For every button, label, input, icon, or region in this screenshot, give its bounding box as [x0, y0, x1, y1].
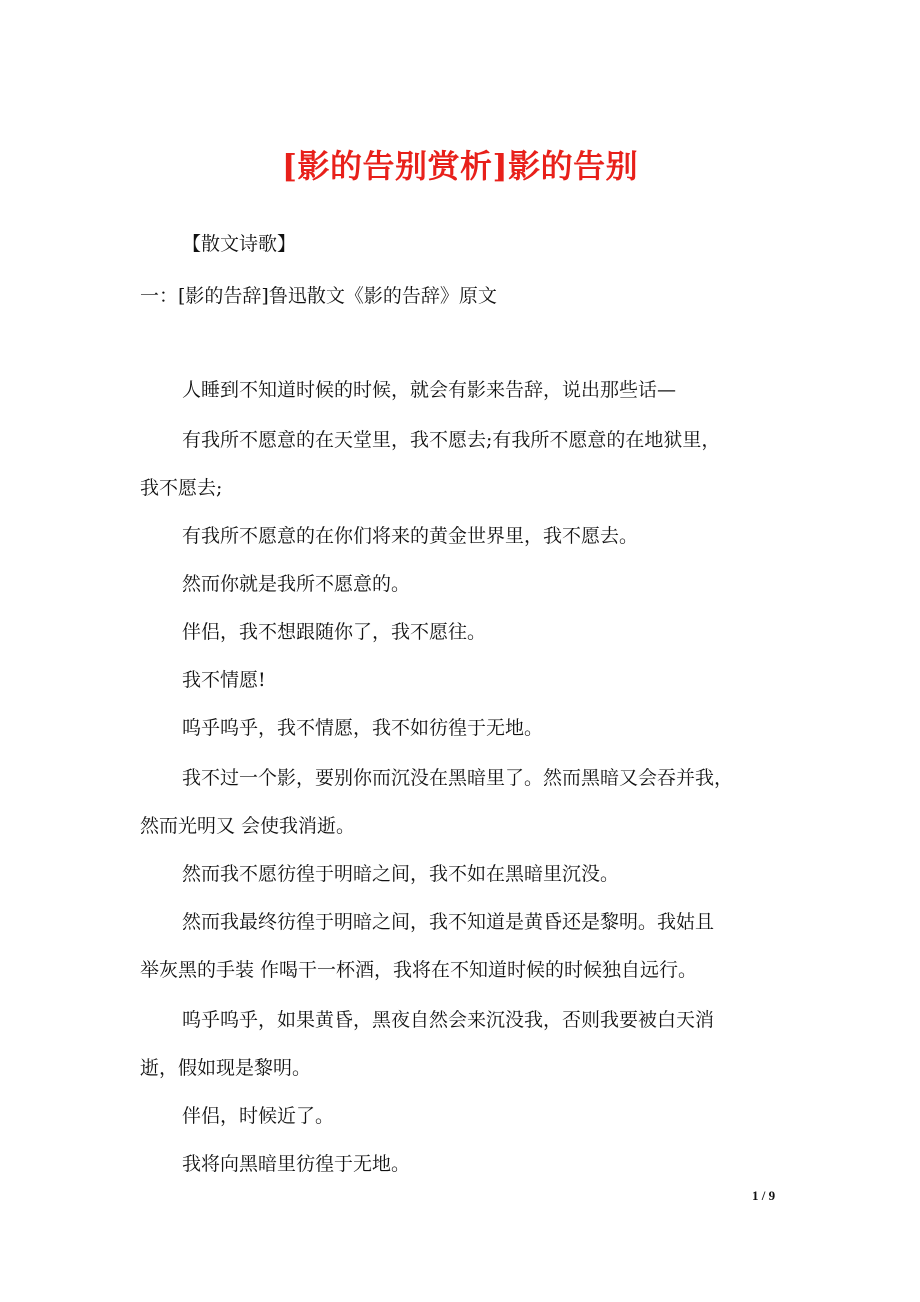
- document-title: [影的告别赏析]影的告别: [281, 147, 639, 185]
- paragraph-line: 伴侣，我不想跟随你了，我不愿往。: [182, 621, 487, 643]
- paragraph-line: 然而你就是我所不愿意的。: [182, 573, 411, 595]
- paragraph-line: 有我所不愿意的在你们将来的黄金世界里，我不愿去。: [182, 525, 639, 547]
- paragraph-line: 我不过一个影，要别你而沉没在黑暗里了。然而黑暗又会吞并我，: [182, 767, 734, 789]
- paragraph-line: 逝，假如现是黎明。: [140, 1057, 312, 1079]
- paragraph-line: 人睡到不知道时候的时候，就会有影来告辞，说出那些话—: [182, 379, 677, 401]
- paragraph-line: 我不情愿!: [182, 669, 266, 691]
- page-number: 1 / 9: [752, 1188, 776, 1203]
- paragraph-line: 呜乎呜乎，我不情愿，我不如彷徨于无地。: [182, 717, 544, 739]
- paragraph-line: 呜乎呜乎，如果黄昏，黑夜自然会来沉没我，否则我要被白天消: [182, 1009, 715, 1031]
- paragraph-line: 然而我不愿彷徨于明暗之间，我不如在黑暗里沉没。: [182, 863, 620, 885]
- paragraph-line: 我不愿去;: [140, 477, 223, 499]
- section-heading: 一：[影的告辞]鲁迅散文《影的告辞》原文: [140, 285, 497, 307]
- category-label: 【散文诗歌】: [182, 233, 297, 255]
- paragraph-line: 有我所不愿意的在天堂里，我不愿去;有我所不愿意的在地狱里，: [182, 429, 721, 451]
- paragraph-line: 伴侣，时候近了。: [182, 1105, 335, 1127]
- paragraph-line: 然而光明又 会使我消逝。: [140, 815, 356, 837]
- paragraph-line: 我将向黑暗里彷徨于无地。: [182, 1153, 411, 1175]
- paragraph-line: 举灰黑的手装 作喝干一杯酒，我将在不知道时候的时候独自远行。: [140, 959, 698, 981]
- paragraph-line: 然而我最终彷徨于明暗之间，我不知道是黄昏还是黎明。我姑且: [182, 911, 715, 933]
